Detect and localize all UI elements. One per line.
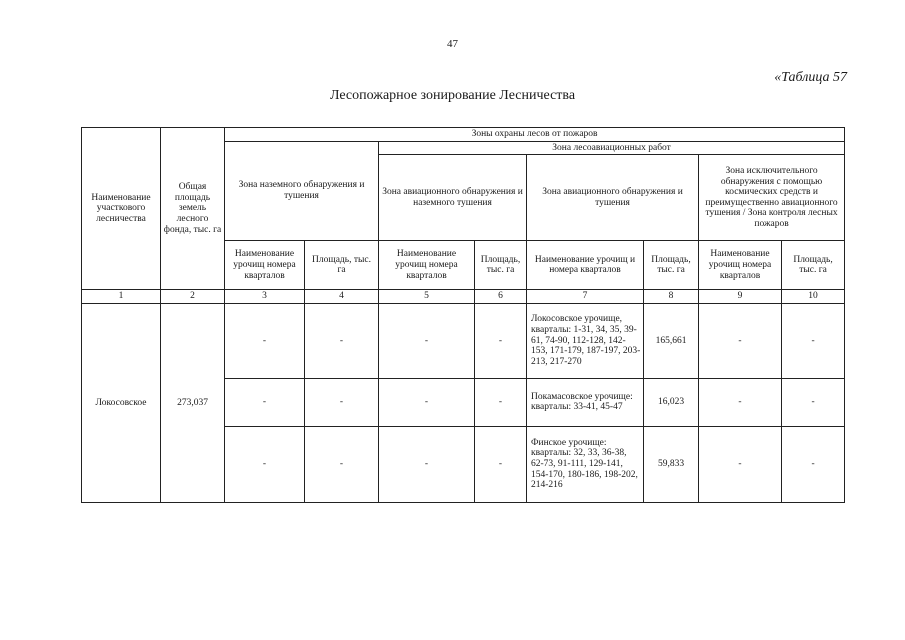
column-number: 4 bbox=[305, 290, 379, 304]
table-cell: - bbox=[225, 426, 305, 502]
tract-cell: Локосовское урочище, кварталы: 1-31, 34, 35, 39-61, 74-90, 112-128, 142-153, 171-179, 187-197, 203-213, 217-270 bbox=[527, 303, 644, 378]
header-forestry-name: Наименование участкового лесничества bbox=[82, 128, 161, 290]
column-number: 9 bbox=[699, 290, 782, 304]
table-cell: - bbox=[699, 426, 782, 502]
column-number: 1 bbox=[82, 290, 161, 304]
table-row bbox=[82, 303, 845, 378]
total-area-cell: 273,037 bbox=[161, 303, 225, 502]
table-cell: - bbox=[305, 378, 379, 426]
table-cell: - bbox=[782, 426, 845, 502]
header-aviation-zone: Зона лесоавиационных работ bbox=[379, 141, 845, 155]
table-cell: - bbox=[699, 378, 782, 426]
table-cell: - bbox=[225, 378, 305, 426]
table-cell: - bbox=[699, 303, 782, 378]
column-number: 8 bbox=[644, 290, 699, 304]
column-number: 7 bbox=[527, 290, 644, 304]
header-protection-zones: Зоны охраны лесов от пожаров bbox=[225, 128, 845, 142]
document-title: Лесопожарное зонирование Лесничества bbox=[329, 88, 576, 103]
table-cell: - bbox=[475, 426, 527, 502]
fire-zoning-table bbox=[81, 127, 845, 503]
table-cell: - bbox=[305, 303, 379, 378]
table-reference: «Таблица 57 bbox=[774, 70, 847, 85]
forestry-name-cell: Локосовское bbox=[82, 303, 161, 502]
column-number: 6 bbox=[475, 290, 527, 304]
table-cell: - bbox=[225, 303, 305, 378]
area-cell: 165,661 bbox=[644, 303, 699, 378]
header-ground-zone: Зона наземного обнаружения и тушения bbox=[225, 141, 379, 241]
header-aviation-ground-zone: Зона авиационного обнаружения и наземного тушения bbox=[379, 155, 527, 241]
header-exclusive-zone: Зона исключительного обнаружения с помощью космических средств и преимущественно авиационного тушения / Зона контроля лесных пожаров bbox=[699, 155, 845, 241]
table-cell: - bbox=[379, 303, 475, 378]
header-col-10: Площадь, тыс. га bbox=[782, 241, 845, 290]
header-col-3: Наименование урочищ номера кварталов bbox=[225, 241, 305, 290]
tract-cell: Финское урочище: кварталы: 32, 33, 36-38, 62-73, 91-111, 129-141, 154-170, 180-186, 198-202, 214-216 bbox=[527, 426, 644, 502]
area-cell: 16,023 bbox=[644, 378, 699, 426]
table-cell: - bbox=[475, 378, 527, 426]
header-col-6: Площадь, тыс. га bbox=[475, 241, 527, 290]
table-cell: - bbox=[305, 426, 379, 502]
header-col-5: Наименование урочищ номера кварталов bbox=[379, 241, 475, 290]
column-number: 3 bbox=[225, 290, 305, 304]
header-col-8: Площадь, тыс. га bbox=[644, 241, 699, 290]
header-col-4: Площадь, тыс. га bbox=[305, 241, 379, 290]
header-col-7: Наименование урочищ и номера кварталов bbox=[527, 241, 644, 290]
page-number: 47 bbox=[447, 38, 458, 50]
table-cell: - bbox=[379, 378, 475, 426]
table-cell: - bbox=[475, 303, 527, 378]
table-cell: - bbox=[379, 426, 475, 502]
table-cell: - bbox=[782, 303, 845, 378]
header-col-9: Наименование урочищ номера кварталов bbox=[699, 241, 782, 290]
table-cell: - bbox=[782, 378, 845, 426]
header-aviation-detection-zone: Зона авиационного обнаружения и тушения bbox=[527, 155, 699, 241]
column-number: 10 bbox=[782, 290, 845, 304]
header-total-area: Общая площадь земель лесного фонда, тыс. га bbox=[161, 128, 225, 290]
column-number: 5 bbox=[379, 290, 475, 304]
tract-cell: Покамасовское урочище: кварталы: 33-41, 45-47 bbox=[527, 378, 644, 426]
column-number: 2 bbox=[161, 290, 225, 304]
area-cell: 59,833 bbox=[644, 426, 699, 502]
